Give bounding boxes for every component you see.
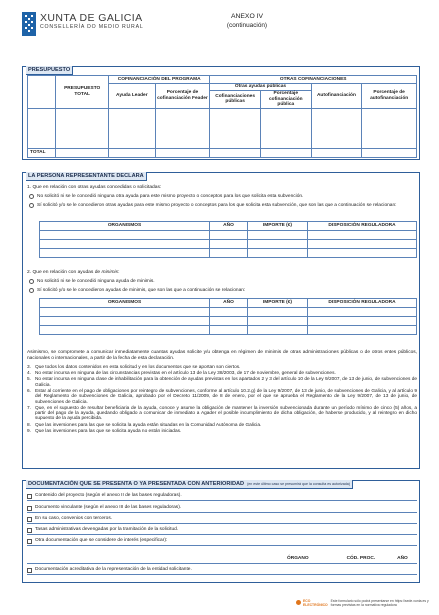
item-text: Que todos los datos contenidos en esta solicitud y en los documentos que se aportan son ciertos. — [35, 365, 241, 370]
pct-public-cell[interactable] — [260, 108, 311, 148]
q2-option-yes[interactable]: Sí solicitó y/o se le concedieron ayudas de minimis, que son las que a continuación se relacionan: — [29, 288, 245, 294]
col-other-public: Otras ayudas públicas — [210, 84, 311, 91]
declaration-list — [27, 365, 417, 435]
budget-table — [27, 75, 417, 158]
item-text: Que las inversiones para las que se solicita la ayuda están situadas en la Comunidad Autónoma de Galicia. — [35, 422, 262, 428]
total-self-cell[interactable] — [311, 148, 362, 157]
q2-option-no[interactable]: No solicitó ni se le concedió ninguna ayuda de minimis. — [29, 279, 155, 285]
checkbox-icon[interactable] — [27, 539, 32, 544]
col-cofin-program: COFINANCIACIÓN DEL PROGRAMA — [109, 76, 210, 84]
declaration-item — [27, 371, 417, 376]
footer: ECO ELECTRÓNICO Este formulario sólo podrá presentarse en https://sede.xunta.es y formas previstas en la normativa reguladora — [296, 600, 436, 608]
documentation-section — [22, 480, 420, 583]
doc-row-label: Contenido del proyecto (según el anexo II de las bases reguladoras). — [35, 493, 182, 499]
item-text: Que, en el supuesto de resultar beneficiaria de la ayuda, conoce y asume la obligación de mantener la inversión subvencionada durante un período mínimo de cinco (5) años, a partir del pago de la ayuda, quedando obligado a comunicar de inmediato a Agader el posible incumplimiento de dicha obligación, de haberse producido, y al reintegro en dicho supuesto de la ayuda percibida. — [35, 405, 417, 422]
item-text: Estar al corriente en el pago de obligaciones por reintegro de subvenciones, conforme al artículo 10.2.g) de la Ley 9/2007, de 13 de junio, de subvenciones de Galicia, y al artículo 9 del Reglamento de subvenciones de Galicia, aprobado por el Decreto 11/2009, de 8 de enero, por el que se aprueba el Reglamento de la Ley 9/2007, de 13 de junio, de subvenciones de Galicia. — [35, 388, 417, 405]
radio-icon[interactable] — [29, 203, 34, 208]
table-row[interactable] — [40, 240, 417, 249]
total-feader-cell[interactable] — [155, 148, 210, 157]
aid-leader-cell[interactable] — [109, 108, 156, 148]
doc-row[interactable] — [27, 492, 417, 501]
col-regulation: DISPOSICIÓN REGULADORA — [308, 299, 417, 308]
doc-row-label: Documento vinculante (según el anexo III de las bases reguladoras). — [35, 505, 182, 511]
declaration-item — [27, 389, 417, 405]
declaration-section-title: LA PERSONA REPRESENTANTE DECLARA — [26, 172, 147, 181]
pct-feader-cell[interactable] — [155, 108, 210, 148]
col-regulation: DISPOSICIÓN REGULADORA — [308, 222, 417, 231]
item-number: 4. — [27, 371, 31, 377]
total-pct-public-cell[interactable] — [260, 148, 311, 157]
budget-section-title: PRESUPUESTO — [26, 66, 73, 75]
checkbox-icon[interactable] — [27, 494, 32, 499]
item-number: 9. — [27, 428, 31, 434]
declaration-item — [27, 423, 417, 428]
declaration-item — [27, 377, 417, 388]
public-cofin-cell[interactable] — [210, 108, 261, 148]
table-row[interactable] — [40, 308, 417, 317]
table-row[interactable] — [40, 326, 417, 335]
col-year: AÑO — [210, 299, 248, 308]
col-cod-proc: CÓD. PROC. — [346, 556, 376, 562]
annex-title: ANEXO IV — [230, 13, 264, 20]
checkbox-icon[interactable] — [27, 506, 32, 511]
col-amount: IMPORTE (€) — [248, 299, 308, 308]
minimis-table — [39, 298, 417, 335]
total-public-cell[interactable] — [210, 148, 261, 157]
q1-option-yes[interactable]: Sí solicitó y/o se le concedieron otras ayudas para este mismo proyecto o conceptos para los que solicita esta subvención, que son las que a continuación se relacionan: — [29, 203, 415, 209]
radio-icon[interactable] — [29, 288, 34, 293]
checkbox-icon[interactable] — [27, 568, 32, 573]
table-row[interactable] — [40, 249, 417, 258]
doc-row-label: En su caso, convenios con terceros. — [35, 516, 113, 522]
item-number: 6. — [27, 388, 31, 394]
total-row-label: TOTAL — [28, 148, 56, 157]
col-self: Autofinanciación — [311, 84, 362, 109]
eco-electronic-icon — [296, 600, 301, 605]
checkbox-icon[interactable] — [27, 528, 32, 533]
declaration-item — [27, 406, 417, 422]
col-organisms: ORGANISMOS — [40, 299, 210, 308]
col-budget-total: PRESUPUESTO TOTAL — [56, 76, 109, 109]
question-2: 2. Que en relación con ayudas de minimis: — [27, 270, 120, 275]
item-number: 3. — [27, 365, 31, 370]
declaration-section — [22, 172, 420, 469]
checkbox-icon[interactable] — [27, 517, 32, 522]
documentation-section-title: DOCUMENTACIÓN QUE SE PRESENTA O YA PRESENTADA CON ANTERIORIDAD (en este último caso se presumirá que la consulta es autorizada) — [26, 480, 353, 489]
xunta-logo-icon — [22, 12, 36, 36]
radio-icon[interactable] — [29, 279, 34, 284]
commitment-text: Asimismo, se compromete a comunicar inmediatamente cuantas ayudas solicite y/u obtenga en régimen de minimis de otras administraciones públicas o de otros entes públicos, nacionales o internacionales, a partir de la fecha de esta declaración. — [27, 350, 417, 361]
col-other-cofin: OTRAS COFINANCIACIONES — [210, 76, 417, 84]
radio-icon[interactable] — [29, 194, 34, 199]
item-number: 8. — [27, 422, 31, 428]
item-text: No estar incursa en ninguna de las circunstancias previstas en el artículo 13 de la Ley 38/2003, de 17 de noviembre, general de subvenciones. — [35, 371, 336, 377]
q1-option-no[interactable]: No solicitó ni se le concedió ninguna otra ayuda para este mismo proyecto o conceptos para los que solicita esta subvención. — [29, 194, 303, 200]
doc-row[interactable] — [27, 515, 417, 524]
self-cell[interactable] — [311, 108, 362, 148]
col-pct-feader: Porcentaje de cofinanciación Feader — [155, 84, 210, 109]
item-number: 7. — [27, 405, 31, 411]
item-text: Que las inversiones para las que se solicita ayuda no están iniciadas. — [35, 428, 182, 434]
total-budget-cell[interactable] — [56, 148, 109, 157]
budget-total-cell[interactable] — [56, 108, 109, 148]
declaration-item — [27, 365, 417, 370]
col-year: AÑO — [397, 556, 408, 562]
col-pct-self: Porcentaje de autofinanciación — [362, 84, 417, 109]
aids-table — [39, 221, 417, 258]
total-leader-cell[interactable] — [109, 148, 156, 157]
item-number: 5. — [27, 377, 31, 383]
col-organisms: ORGANISMOS — [40, 222, 210, 231]
doc-row[interactable] — [27, 526, 417, 535]
total-pct-self-cell[interactable] — [362, 148, 417, 157]
question-1: 1. Que en relación con otras ayudas concedidas o solicitadas: — [27, 185, 162, 190]
doc-row[interactable] — [27, 537, 417, 546]
item-text: No estar incursa en ninguna clase de inhabilitación para la obtención de ayudas previstas en los apartados 2 y 3 del artículo 10 de la Ley 9/2007, de 13 de junio, de subvenciones de Galicia. — [35, 377, 417, 388]
doc-row-representation[interactable]: Documentación acreditativa de la representación de la entidad solicitante. — [27, 566, 417, 575]
doc-row-label: Tasas administrativas devengadas por la tramitación de la solicitud. — [35, 527, 179, 533]
budget-section — [22, 66, 420, 160]
col-amount: IMPORTE (€) — [248, 222, 308, 231]
doc-row-label: Otra documentación que se considere de interés (especificar): — [35, 538, 168, 544]
doc-row[interactable] — [27, 504, 417, 513]
page-header — [22, 10, 422, 46]
table-row[interactable] — [40, 231, 417, 240]
col-aid-leader: Ayuda Leader — [109, 84, 156, 109]
declaration-item — [27, 429, 417, 434]
col-pct-public: Porcentaje cofinanciación pública — [260, 91, 311, 109]
table-row[interactable] — [40, 317, 417, 326]
brand-name: XUNTA DE GALICIA — [40, 12, 143, 24]
col-public-cofin: Cofinanciaciones públicas — [210, 91, 261, 109]
pct-self-cell[interactable] — [362, 108, 417, 148]
col-organ: ÓRGANO — [287, 556, 309, 562]
col-year: AÑO — [210, 222, 248, 231]
department-name: CONSELLERÍA DO MEDIO RURAL — [40, 24, 144, 31]
annex-subtitle: (continuación) — [226, 21, 268, 29]
doc-header-row — [27, 555, 417, 564]
